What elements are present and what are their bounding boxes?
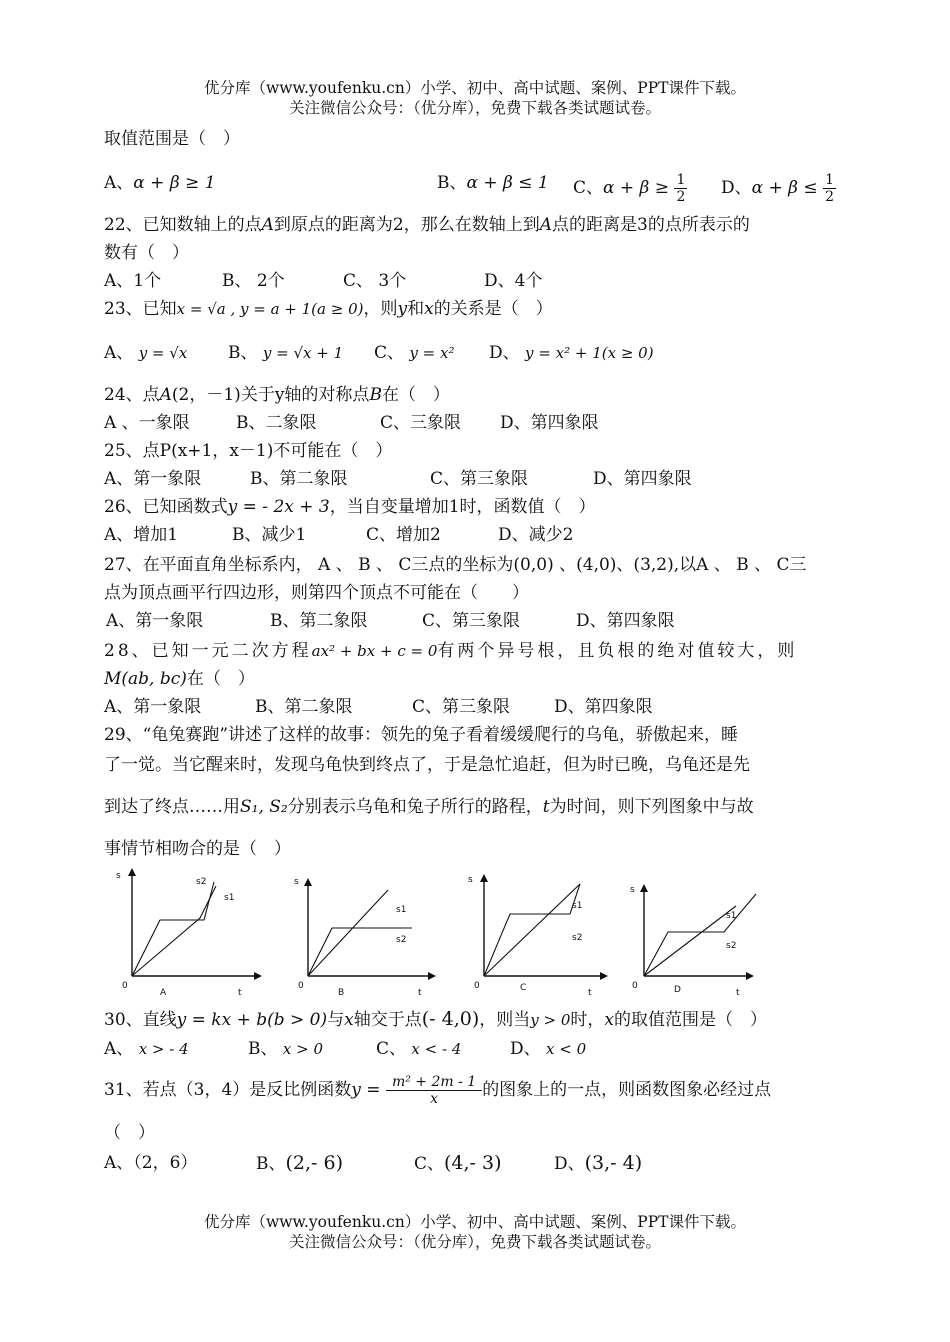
q23-stem: 23、已知x = √a , y = a + 1(a ≥ 0)，则y和x的关系是（ ） (104, 299, 553, 319)
t-axis-arrow (600, 972, 608, 980)
graph-a-s1-label: s1 (224, 893, 235, 903)
graph-c-s2-label: s2 (572, 933, 583, 943)
graph-c-t-label: t (588, 988, 592, 998)
graph-c-s1-label: s1 (572, 901, 583, 911)
q24-option-a: A 、一象限 (104, 413, 190, 433)
q25-option-d: D、第四象限 (593, 469, 692, 489)
graph-b-t-label: t (418, 988, 422, 998)
graph-d-t-label: t (736, 988, 740, 998)
q29-line1: 29、“龟兔赛跑”讲述了这样的故事：领先的兔子看着缓缓爬行的乌龟，骄傲起来，睡 (104, 725, 739, 745)
q31-fraction: $\frac{\text{m² + 2m - 1}}{x}$ (386, 1074, 482, 1107)
q26-option-c: C、增加2 (366, 525, 441, 545)
q25-option-c: C、第三象限 (430, 469, 529, 489)
graph-b-s-label: s (294, 877, 299, 887)
q21-option-b: B、α + β ≤ 1 (437, 173, 549, 193)
t-axis-arrow (428, 972, 436, 980)
q25-option-b: B、第二象限 (250, 469, 348, 489)
q27-option-d: D、第四象限 (576, 611, 675, 631)
fraction-one-half: $\frac{1}{2}$ (825, 172, 834, 205)
graph-b-s2-label: s2 (396, 935, 407, 945)
graph-b-s1-curve (308, 890, 388, 976)
graph-c-s-label: s (468, 875, 473, 885)
q22-option-a: A、1个 (104, 271, 162, 291)
graph-c-origin: 0 (474, 981, 480, 991)
graph-d-origin: 0 (632, 981, 638, 991)
q29-line2: 了一觉。当它醒来时，发现乌龟快到终点了，于是急忙追赶，但为时已晚，乌龟还是先 (104, 755, 750, 775)
q26-option-d: D、减少2 (498, 525, 574, 545)
q29-line4: 事情节相吻合的是（ ） (104, 839, 291, 859)
page-header-line1: 优分库（www.youfenku.cn）小学、初中、高中试题、案例、PPT课件下载。 (203, 79, 747, 97)
q31-option-a: A、（2，6） (104, 1153, 198, 1173)
graph-d-svg (622, 866, 782, 1001)
s-axis-arrow (640, 884, 648, 892)
q21-option-a: A、α + β ≥ 1 (104, 173, 216, 193)
q22-option-d: D、4个 (484, 271, 543, 291)
q27-option-a: A、第一象限 (106, 611, 204, 631)
q24-option-b: B、二象限 (236, 413, 317, 433)
s-axis-arrow (128, 868, 136, 876)
q23-option-b: B、 y = √x + 1 (228, 343, 344, 363)
graph-d-s-label: s (630, 885, 635, 895)
q27-line1: 27、在平面直角坐标系内， A 、 B 、 C三点的坐标为(0,0) 、(4,0)、(3,2),以A 、 B 、 C三 (104, 555, 807, 575)
graph-a-origin: 0 (122, 981, 128, 991)
q29-line3: 到达了终点……用S₁, S₂分别表示乌龟和兔子所行的路程，t为时间，则下列图象中与故 (104, 797, 754, 817)
q23-option-a: A、 y = √x (104, 343, 188, 363)
q31-stem: 31、若点（3，4）是反比例函数y = $\frac{\text{m² + 2m - 1}}{x}$ 的图象上的一点，则函数图象必经过点 (104, 1074, 772, 1107)
graph-a (104, 866, 264, 1005)
q31-option-b: B、(2,- 6) (256, 1152, 344, 1174)
q21-tail: 取值范围是（ ） (104, 129, 240, 149)
q28-line1: 28、已知一元二次方程ax² + bx + c = 0有两个异号根，且负根的绝对值较大，则 (104, 641, 798, 661)
graph-d-s2-curve (644, 906, 736, 976)
graph-a-label: A (160, 988, 167, 998)
q24-option-c: C、三象限 (380, 413, 462, 433)
q30-option-b: B、 x > 0 (248, 1039, 324, 1059)
t-axis-arrow (746, 972, 754, 980)
s-axis-arrow (480, 874, 488, 882)
graph-b (280, 866, 440, 1005)
graph-a-s2-curve (132, 882, 214, 976)
q25-option-a: A、第一象限 (104, 469, 202, 489)
graph-c-s2-curve (484, 884, 583, 976)
graph-c-label: C (520, 983, 527, 993)
graph-a-s-label: s (116, 871, 121, 881)
q24-option-d: D、第四象限 (500, 413, 599, 433)
q22-option-b: B、 2个 (222, 271, 285, 291)
page-footer-line1: 优分库（www.youfenku.cn）小学、初中、高中试题、案例、PPT课件下载。 (203, 1213, 747, 1231)
graph-d-s2-label: s2 (726, 941, 737, 951)
q25-stem: 25、点P(x+1，x－1)不可能在（ ） (104, 441, 393, 461)
s-axis-arrow (304, 878, 312, 886)
q23-option-c: C、 y = x² (374, 343, 455, 363)
q30-option-c: C、 x < - 4 (376, 1039, 462, 1059)
q31-option-c: C、(4,- 3) (414, 1152, 502, 1174)
q30-option-d: D、 x < 0 (510, 1039, 587, 1059)
q28-line2: M(ab, bc)在（ ） (104, 669, 255, 689)
graph-c-svg (456, 866, 616, 1001)
graph-d (622, 866, 782, 1005)
graph-a-svg (104, 866, 264, 1001)
q22-option-c: C、 3个 (343, 271, 407, 291)
graph-d-s1-label: s1 (726, 911, 737, 921)
graph-a-t-label: t (238, 988, 242, 998)
q28-option-c: C、第三象限 (412, 697, 511, 717)
graph-b-origin: 0 (298, 981, 304, 991)
q28-option-d: D、第四象限 (554, 697, 653, 717)
q21-option-c: C、α + β ≥ $\frac{1}{2}$ (573, 172, 686, 205)
graph-b-svg (280, 866, 440, 1001)
q21-option-d: D、α + β ≤ $\frac{1}{2}$ (721, 172, 834, 205)
q27-line2: 点为顶点画平行四边形，则第四个顶点不可能在（ ） (104, 583, 529, 603)
q22-line2: 数有（ ） (104, 243, 189, 263)
graph-b-label: B (338, 988, 345, 998)
page-footer-line2: 关注微信公众号：（优分库），免费下载各类试题试卷。 (288, 1233, 661, 1251)
graph-a-s1-curve (132, 886, 216, 976)
q28-option-a: A、第一象限 (104, 697, 202, 717)
q26-option-a: A、增加1 (104, 525, 179, 545)
fraction-one-half: $\frac{1}{2}$ (676, 172, 686, 205)
q26-option-b: B、减少1 (232, 525, 307, 545)
q30-option-a: A、 x > - 4 (104, 1039, 189, 1059)
graph-b-s1-label: s1 (396, 905, 407, 915)
q31-line2: （ ） (104, 1123, 155, 1143)
q24-stem: 24、点A(2，－1)关于y轴的对称点B在（ ） (104, 385, 450, 405)
graph-c (456, 866, 616, 1005)
page-header-line2: 关注微信公众号：（优分库），免费下载各类试题试卷。 (288, 99, 661, 117)
graph-a-s2-label: s2 (196, 877, 207, 887)
graph-d-label: D (674, 985, 681, 995)
q30-stem: 30、直线y = kx + b(b > 0)与x轴交于点(- 4,0)，则当y > 0时，x的取值范围是（ ） (104, 1008, 767, 1030)
q31-option-d: D、(3,- 4) (554, 1152, 643, 1174)
q23-option-d: D、 y = x² + 1(x ≥ 0) (489, 343, 654, 363)
q22-line1: 22、已知数轴上的点A到原点的距离为2，那么在数轴上到A点的距离是3的点所表示的 (104, 215, 750, 235)
t-axis-arrow (254, 972, 262, 980)
q26-stem: 26、已知函数式y = - 2x + 3，当自变量增加1时，函数值（ ） (104, 497, 596, 517)
q28-option-b: B、第二象限 (255, 697, 353, 717)
q27-option-b: B、第二象限 (270, 611, 368, 631)
q27-option-c: C、第三象限 (422, 611, 521, 631)
